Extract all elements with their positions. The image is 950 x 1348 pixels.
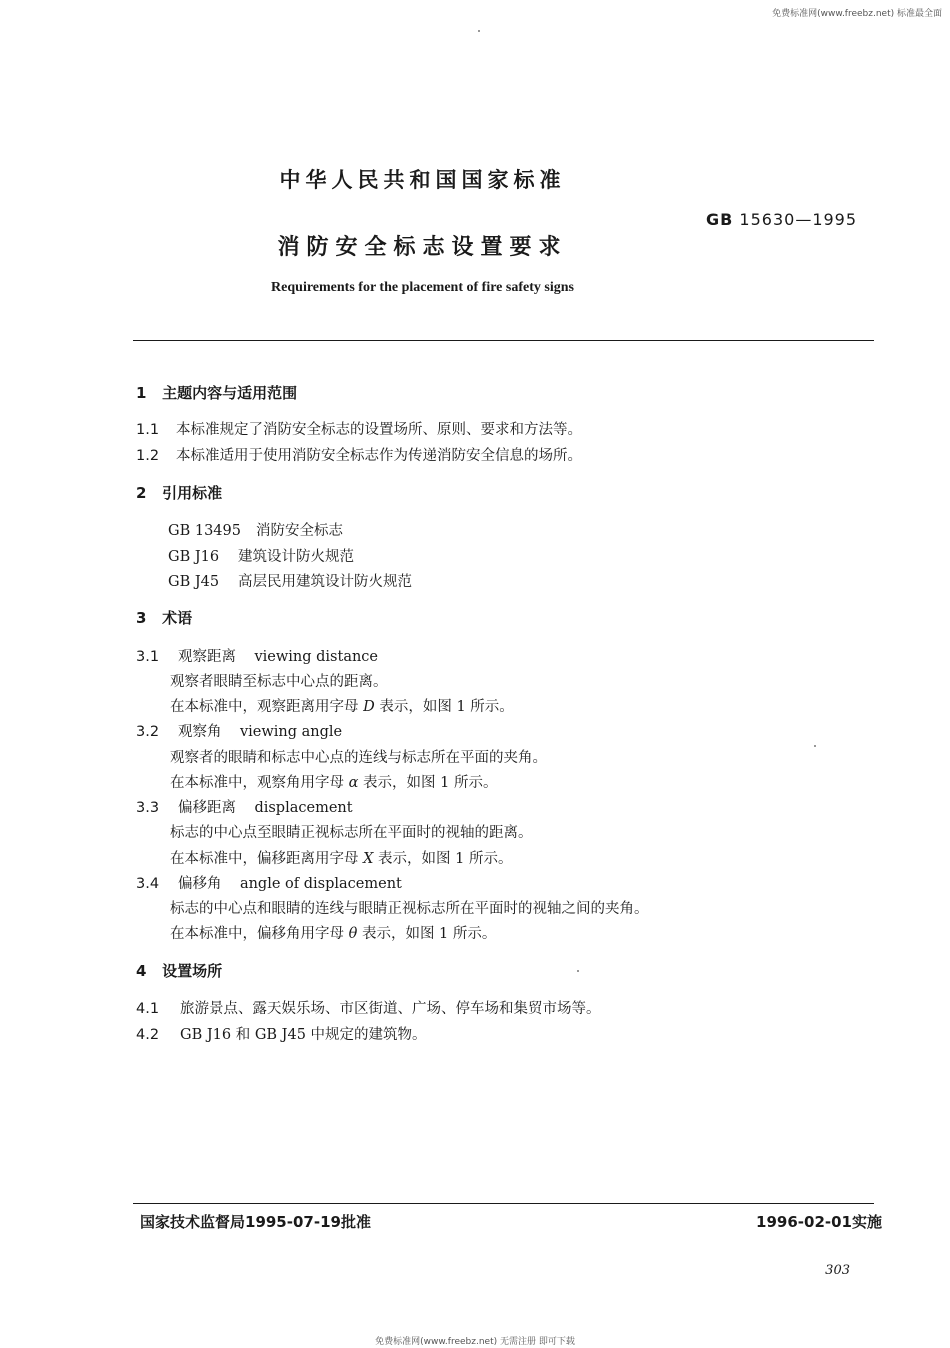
section-3-heading (136, 607, 192, 628)
document-title-cn: 消防安全标志设置要求 (277, 235, 568, 260)
note-text: 表示，如图 1 所示。 (361, 926, 497, 942)
clause-number: 1.1 (136, 422, 160, 438)
term-en: viewing angle (239, 724, 343, 740)
reference-item (168, 570, 412, 591)
term-3-2 (136, 720, 342, 741)
term-en: displacement (254, 800, 353, 816)
page-number: 303 (825, 1263, 850, 1278)
reference-name: 建筑设计防火规范 (238, 549, 354, 565)
scan-speck (478, 30, 480, 32)
term-number: 3.1 (136, 649, 160, 665)
clause-1-1 (136, 418, 582, 439)
note-text: 在本标准中，偏移角用字母 (170, 926, 344, 942)
term-definition: 观察者的眼睛和标志中心点的连线与标志所在平面的夹角。 (170, 750, 547, 766)
note-text: 在本标准中，观察距离用字母 (170, 699, 359, 715)
clause-4-2 (136, 1023, 427, 1044)
reference-code: GB J16 (168, 549, 220, 565)
national-standard-heading: 中华人民共和国国家标准 (279, 168, 566, 192)
note-text: 在本标准中，偏移距离用字母 (170, 851, 359, 867)
term-symbol: D (363, 699, 375, 715)
standard-code: 15630—1995 (739, 210, 858, 229)
reference-code: GB J45 (168, 574, 220, 590)
section-number: 4 (136, 962, 147, 980)
reference-name: 高层民用建筑设计防火规范 (238, 574, 412, 590)
term-number: 3.2 (136, 724, 160, 740)
clause-number: 4.1 (136, 1001, 160, 1017)
reference-item (168, 545, 354, 566)
header-divider (133, 340, 874, 341)
section-title: 主题内容与适用范围 (162, 384, 298, 402)
term-cn: 偏移距离 (178, 800, 236, 816)
document-title-en: Requirements for the placement of fire safety signs (271, 280, 574, 295)
top-watermark: 免费标准网(www.freebz.net) 标准最全面 (772, 9, 942, 19)
term-cn: 观察角 (178, 724, 222, 740)
clause-text: GB J16 和 GB J45 中规定的建筑物。 (180, 1027, 427, 1043)
term-note (170, 847, 513, 868)
bottom-watermark: 免费标准网(www.freebz.net) 无需注册 即可下载 (375, 1337, 575, 1347)
term-note (170, 695, 514, 716)
term-cn: 偏移角 (178, 876, 222, 892)
gb-prefix: GB (706, 210, 734, 229)
section-1-heading (136, 382, 297, 403)
reference-name: 消防安全标志 (256, 523, 343, 539)
term-definition: 标志的中心点和眼睛的连线与眼睛正视标志所在平面时的视轴之间的夹角。 (170, 901, 649, 917)
clause-text: 本标准适用于使用消防安全标志作为传递消防安全信息的场所。 (176, 448, 582, 464)
term-note (170, 922, 496, 943)
term-en: viewing distance (254, 649, 378, 665)
section-number: 1 (136, 384, 147, 402)
section-4-heading (136, 960, 222, 981)
clause-1-2 (136, 444, 582, 465)
implementation-date: 1996-02-01实施 (756, 1213, 882, 1231)
section-title: 引用标准 (162, 484, 223, 502)
term-number: 3.3 (136, 800, 160, 816)
reference-item (168, 519, 343, 540)
section-number: 3 (136, 609, 147, 627)
term-symbol: X (363, 851, 374, 867)
reference-code: GB 13495 (168, 523, 241, 539)
term-definition: 观察者眼睛至标志中心点的距离。 (170, 674, 388, 690)
clause-number: 1.2 (136, 448, 160, 464)
term-note (170, 771, 497, 792)
term-3-3 (136, 796, 353, 817)
approval-info: 国家技术监督局1995-07-19批准 (140, 1213, 371, 1231)
term-definition: 标志的中心点至眼睛正视标志所在平面时的视轴的距离。 (170, 825, 533, 841)
standard-number (706, 210, 857, 229)
clause-4-1 (136, 997, 601, 1018)
scan-speck (577, 970, 579, 972)
footer-divider (133, 1203, 874, 1204)
section-title: 术语 (162, 609, 193, 627)
term-symbol: θ (348, 926, 358, 942)
note-text: 表示，如图 1 所示。 (363, 775, 498, 791)
term-en: angle of displacement (239, 876, 402, 892)
note-text: 在本标准中，观察角用字母 (170, 775, 344, 791)
term-3-1 (136, 645, 378, 666)
clause-text: 旅游景点、露天娱乐场、市区街道、广场、停车场和集贸市场等。 (180, 1001, 601, 1017)
clause-number: 4.2 (136, 1027, 160, 1043)
section-2-heading (136, 482, 222, 503)
term-cn: 观察距离 (178, 649, 236, 665)
clause-text: 本标准规定了消防安全标志的设置场所、原则、要求和方法等。 (176, 422, 582, 438)
section-title: 设置场所 (162, 962, 223, 980)
term-number: 3.4 (136, 876, 160, 892)
scan-speck (814, 745, 816, 747)
note-text: 表示，如图 1 所示。 (378, 851, 513, 867)
note-text: 表示，如图 1 所示。 (379, 699, 514, 715)
term-symbol: α (348, 775, 359, 791)
section-number: 2 (136, 484, 147, 502)
term-3-4 (136, 872, 402, 893)
